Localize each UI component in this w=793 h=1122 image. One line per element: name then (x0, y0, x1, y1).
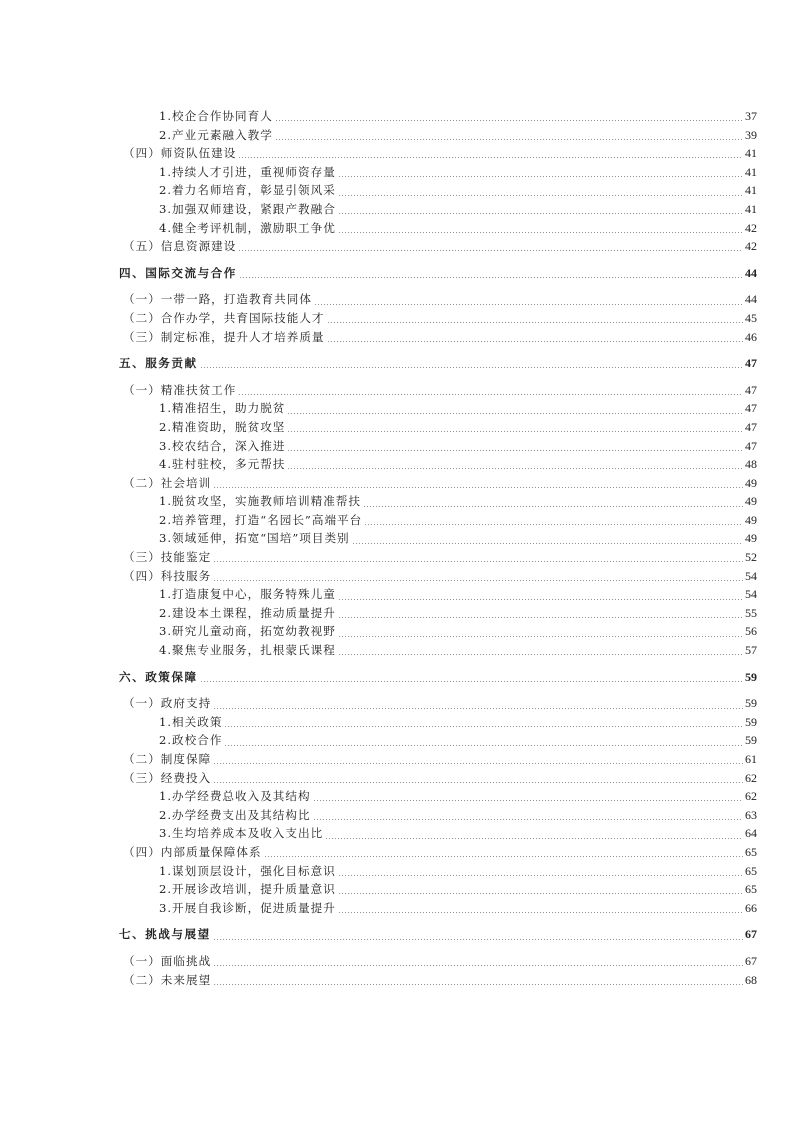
toc-entry[interactable] (119, 437, 757, 456)
toc-entry-page-number: 57 (745, 643, 757, 658)
dot-leader (238, 394, 743, 395)
toc-entry[interactable] (119, 769, 757, 788)
dot-leader (213, 561, 743, 562)
table-of-contents (119, 107, 757, 989)
dot-leader (327, 341, 743, 342)
toc-entry-title: 五、服务贡献 (119, 356, 198, 371)
toc-entry-page-number: 52 (745, 550, 757, 565)
dot-leader (338, 599, 743, 600)
toc-entry[interactable] (119, 843, 757, 862)
dot-leader (338, 636, 743, 637)
toc-entry-page-number: 59 (745, 669, 757, 684)
dot-leader (313, 819, 743, 820)
toc-entry-title: 3.开展自我诊断，促进质量提升 (159, 900, 336, 915)
toc-entry[interactable] (119, 455, 757, 474)
toc-entry[interactable] (119, 219, 757, 238)
toc-entry-page-number: 67 (745, 927, 757, 942)
dot-leader (275, 139, 743, 140)
dot-leader (314, 304, 743, 305)
toc-entry-title: 3.生均培养成本及收入支出比 (159, 826, 324, 841)
toc-entry-title: （一）面临挑战 (123, 953, 212, 968)
toc-entry[interactable] (119, 585, 757, 604)
toc-entry[interactable] (119, 567, 757, 586)
toc-entry-page-number: 41 (745, 183, 757, 198)
toc-entry-title: （二）合作办学，共育国际技能人才 (123, 310, 325, 325)
toc-entry-page-number: 59 (745, 733, 757, 748)
toc-entry-title: （五）信息资源建设 (123, 239, 237, 254)
toc-entry-title: 2.产业元素融入教学 (159, 127, 273, 142)
toc-entry-page-number: 47 (745, 382, 757, 397)
toc-entry-title: （二）制度保障 (123, 752, 212, 766)
toc-entry-page-number: 47 (745, 401, 757, 416)
toc-entry-title: 4.健全考评机制，激励职工争优 (159, 220, 336, 235)
toc-entry-title: 3.领域延伸，拓宽“国培”项目类别 (159, 531, 350, 546)
dot-leader (338, 213, 743, 214)
toc-entry[interactable] (119, 144, 757, 163)
toc-entry[interactable] (119, 925, 757, 944)
dot-leader (200, 367, 743, 368)
dot-leader (200, 681, 743, 682)
toc-entry[interactable] (119, 354, 757, 373)
toc-entry[interactable] (119, 126, 757, 145)
toc-entry-title: （三）经费投入 (123, 770, 212, 785)
toc-entry-title: 1.办学经费总收入及其结构 (159, 789, 311, 804)
toc-entry-page-number: 47 (745, 438, 757, 453)
toc-entry-page-number: 45 (745, 310, 757, 325)
toc-entry[interactable] (119, 604, 757, 623)
toc-entry-title: （四）科技服务 (123, 568, 212, 583)
dot-leader (338, 617, 743, 618)
toc-entry-page-number: 55 (745, 605, 757, 620)
toc-entry-page-number: 47 (745, 356, 757, 371)
toc-entry-page-number: 44 (745, 292, 757, 307)
toc-entry-title: 四、国际交流与合作 (119, 265, 237, 280)
toc-entry-title: （四）内部质量保障体系 (123, 844, 262, 859)
dot-leader (338, 176, 743, 177)
toc-entry[interactable] (119, 511, 757, 530)
toc-entry-title: （二）未来展望 (123, 972, 212, 987)
toc-entry-page-number: 46 (745, 329, 757, 344)
dot-leader (338, 912, 743, 913)
toc-entry-page-number: 59 (745, 714, 757, 729)
toc-entry-title: （三）技能鉴定 (123, 550, 212, 565)
dot-leader (325, 838, 743, 839)
toc-entry-page-number: 41 (745, 164, 757, 179)
toc-entry-title: （一）一带一路，打造教育共同体 (123, 292, 312, 307)
dot-leader (238, 157, 743, 158)
dot-leader (213, 580, 743, 581)
toc-entry[interactable] (119, 731, 757, 750)
toc-entry-page-number: 41 (745, 201, 757, 216)
toc-entry-title: 1.精准招生，助力脱贫 (159, 401, 286, 416)
toc-entry-page-number: 37 (745, 109, 757, 123)
toc-entry[interactable] (119, 181, 757, 200)
toc-entry-title: （三）制定标准，提升人才培养质量 (123, 329, 325, 344)
toc-entry-page-number: 68 (745, 972, 757, 987)
dot-leader (238, 250, 743, 251)
dot-leader (313, 800, 743, 801)
dot-leader (213, 487, 743, 488)
dot-leader (287, 413, 743, 414)
toc-entry-title: 1.打造康复中心，服务特殊儿童 (159, 587, 336, 602)
toc-entry[interactable] (119, 418, 757, 437)
toc-entry-title: 3.研究儿童动商，拓宽幼教视野 (159, 624, 336, 639)
toc-entry-page-number: 49 (745, 512, 757, 527)
dot-leader (224, 745, 743, 746)
toc-entry[interactable] (119, 474, 757, 493)
toc-entry-title: 2.培养管理，打造“名园长”高端平台 (159, 512, 363, 527)
toc-entry[interactable] (119, 880, 757, 899)
toc-entry-page-number: 65 (745, 882, 757, 897)
toc-entry[interactable] (119, 309, 757, 328)
toc-entry[interactable] (119, 290, 757, 309)
toc-entry[interactable] (119, 163, 757, 182)
toc-entry[interactable] (119, 787, 757, 806)
toc-entry-page-number: 66 (745, 900, 757, 915)
dot-leader (213, 782, 743, 783)
dot-leader (275, 120, 743, 121)
toc-entry[interactable] (119, 328, 757, 347)
dot-leader (213, 965, 743, 966)
toc-entry[interactable] (119, 548, 757, 567)
toc-entry[interactable] (119, 694, 757, 713)
toc-entry-title: 4.聚焦专业服务，扎根蒙氏课程 (159, 643, 336, 658)
toc-entry[interactable] (119, 750, 757, 769)
toc-entry-page-number: 67 (745, 953, 757, 968)
toc-entry-title: （一）政府支持 (123, 696, 212, 711)
toc-entry[interactable] (119, 806, 757, 825)
toc-entry-title: 2.着力名师培育，彰显引领风采 (159, 183, 336, 198)
toc-entry[interactable] (119, 200, 757, 219)
toc-entry-title: 1.脱贫攻坚，实施教师培训精准帮扶 (159, 494, 361, 509)
toc-entry-title: 2.办学经费支出及其结构比 (159, 807, 311, 822)
toc-entry-page-number: 65 (745, 844, 757, 859)
toc-entry[interactable] (119, 107, 757, 126)
dot-leader (213, 763, 743, 764)
toc-entry-page-number: 59 (745, 696, 757, 711)
dot-leader (213, 939, 743, 940)
toc-entry[interactable] (119, 381, 757, 400)
dot-leader (287, 468, 743, 469)
toc-entry-title: 1.相关政策 (159, 714, 223, 729)
toc-entry-page-number: 61 (745, 752, 757, 766)
toc-entry-page-number: 56 (745, 624, 757, 639)
toc-entry[interactable] (119, 824, 757, 843)
toc-entry-page-number: 63 (745, 807, 757, 822)
dot-leader (338, 875, 743, 876)
dot-leader (287, 431, 743, 432)
toc-entry[interactable] (119, 713, 757, 732)
toc-entry-page-number: 62 (745, 770, 757, 785)
dot-leader (264, 856, 743, 857)
toc-entry-title: 2.建设本土课程，推动质量提升 (159, 605, 336, 620)
dot-leader (327, 322, 743, 323)
toc-entry-title: 2.政校合作 (159, 733, 223, 748)
toc-entry[interactable] (119, 862, 757, 881)
toc-entry-page-number: 48 (745, 457, 757, 472)
dot-leader (224, 726, 743, 727)
dot-leader (338, 195, 743, 196)
dot-leader (239, 277, 743, 278)
toc-entry-title: （一）精准扶贫工作 (123, 382, 237, 397)
toc-entry-title: 3.校农结合，深入推进 (159, 438, 286, 453)
toc-entry-title: 七、挑战与展望 (119, 927, 211, 942)
dot-leader (352, 543, 743, 544)
toc-entry[interactable] (119, 641, 757, 660)
toc-entry-page-number: 64 (745, 826, 757, 841)
toc-entry-page-number: 42 (745, 239, 757, 254)
toc-entry-title: 1.校企合作协同育人 (159, 109, 273, 123)
toc-entry-page-number: 65 (745, 863, 757, 878)
toc-entry-page-number: 39 (745, 127, 757, 142)
dot-leader (213, 984, 743, 985)
dot-leader (287, 450, 743, 451)
toc-entry-title: 4.驻村驻校，多元帮扶 (159, 457, 286, 472)
toc-entry[interactable] (119, 264, 757, 283)
toc-entry-page-number: 44 (745, 265, 757, 280)
toc-entry[interactable] (119, 971, 757, 990)
dot-leader (364, 524, 743, 525)
toc-entry-title: （四）师资队伍建设 (123, 146, 237, 161)
toc-entry-title: 2.开展诊改培训，提升质量意识 (159, 882, 336, 897)
toc-entry-title: （二）社会培训 (123, 475, 212, 490)
toc-entry[interactable] (119, 952, 757, 971)
toc-entry-title: 1.持续人才引进，重视师资存量 (159, 164, 336, 179)
toc-entry-title: 3.加强双师建设，紧跟产教融合 (159, 201, 336, 216)
toc-entry[interactable] (119, 237, 757, 256)
toc-entry[interactable] (119, 529, 757, 548)
toc-entry-page-number: 49 (745, 494, 757, 509)
toc-entry[interactable] (119, 668, 757, 687)
toc-entry-page-number: 47 (745, 419, 757, 434)
toc-entry-page-number: 49 (745, 531, 757, 546)
toc-entry-title: 六、政策保障 (119, 669, 198, 684)
dot-leader (338, 893, 743, 894)
toc-entry-page-number: 42 (745, 220, 757, 235)
toc-entry-page-number: 54 (745, 587, 757, 602)
dot-leader (338, 232, 743, 233)
toc-entry-page-number: 54 (745, 568, 757, 583)
toc-entry[interactable] (119, 622, 757, 641)
toc-entry[interactable] (119, 899, 757, 918)
dot-leader (363, 506, 743, 507)
dot-leader (213, 708, 743, 709)
toc-entry-page-number: 62 (745, 789, 757, 804)
dot-leader (338, 654, 743, 655)
toc-entry-page-number: 49 (745, 475, 757, 490)
toc-entry-title: 1.谋划顶层设计，强化目标意识 (159, 863, 336, 878)
toc-entry-page-number: 41 (745, 146, 757, 161)
toc-entry[interactable] (119, 492, 757, 511)
toc-entry[interactable] (119, 399, 757, 418)
toc-entry-title: 2.精准资助，脱贫攻坚 (159, 419, 286, 434)
